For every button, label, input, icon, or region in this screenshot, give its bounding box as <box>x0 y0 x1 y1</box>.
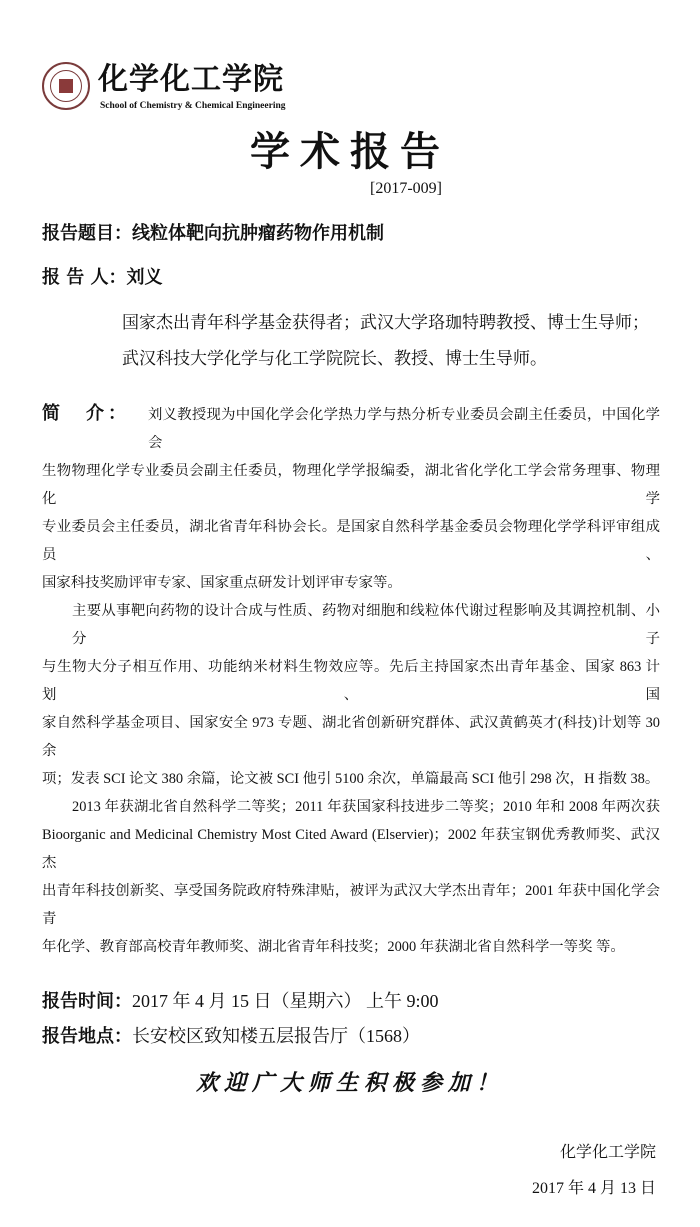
speaker-row <box>42 266 660 290</box>
intro-line: 国家科技奖励评审专家、国家重点研发计划评审专家等。 <box>42 575 402 591</box>
speaker-bio-line: 武汉科技大学化学与化工学院院长、教授、博士生导师。 <box>122 349 547 368</box>
intro-first-row <box>42 400 660 457</box>
signoff-org: 化学化工学院 <box>559 1144 656 1161</box>
intro-line: 项；发表 SCI 论文 380 余篇，论文被 SCI 他引 5100 余次，单篇最高 SCI 他引 298 次，H 指数 38。 <box>42 771 660 787</box>
place-label: 报告地点： <box>42 1026 132 1047</box>
school-logo <box>42 62 286 112</box>
intro-line: 与生物大分子相互作用、功能纳米材料生物效应等。先后主持国家杰出青年基金、国家 863 计划、国 <box>42 659 660 703</box>
intro-label: 简 介： <box>42 403 130 424</box>
intro-line: Bioorganic and Medicinal Chemistry Most Cited Award (Elservier)；2002 年获宝钢优秀教师奖、武汉杰 <box>42 827 660 871</box>
intro-line: 2013 年获湖北省自然科学二等奖；2011 年获国家科技进步二等奖；2010 年和 2008 年两次获 <box>72 799 660 815</box>
intro-section <box>42 400 660 961</box>
intro-line: 家自然科学基金项目、国家安全 973 专题、湖北省创新研究群体、武汉黄鹤英才(科技)计划等 30 余 <box>42 715 660 759</box>
speaker-bio-line: 国家杰出青年科学基金获得者；武汉大学珞珈特聘教授、博士生导师； <box>122 313 649 332</box>
place-value: 长安校区致知楼五层报告厅（1568） <box>132 1026 420 1046</box>
school-seal-icon <box>42 62 90 110</box>
logo-chinese-name: 化学化工学院 <box>98 62 284 97</box>
page-title: 学术报告 <box>250 129 450 175</box>
logo-english-name: School of Chemistry & Chemical Engineering <box>100 101 286 111</box>
time-row <box>42 984 660 1019</box>
welcome-message: 欢迎广大师生积极参加！ <box>195 1070 504 1096</box>
signoff-date: 2017 年 4 月 13 日 <box>531 1180 656 1197</box>
topic-label: 报告题目： <box>42 223 132 244</box>
topic-value: 线粒体靶向抗肿瘤药物作用机制 <box>132 223 384 244</box>
intro-line: 专业委员会主任委员，湖北省青年科协会长。是国家自然科学基金委员会物理化学学科评审组成员、 <box>42 519 660 563</box>
time-value: 2017 年 4 月 15 日（星期六） 上午 9:00 <box>132 991 439 1011</box>
intro-line: 生物物理化学专业委员会副主任委员，物理化学学报编委，湖北省化学化工学会常务理事、物理化学 <box>42 463 660 507</box>
intro-line: 年化学、教育部高校青年教师奖、湖北省青年科技奖；2000 年获湖北省自然科学一等奖 等。 <box>42 939 625 955</box>
topic-row <box>42 222 660 246</box>
intro-line: 主要从事靶向药物的设计合成与性质、药物对细胞和线粒体代谢过程影响及其调控机制、小分子 <box>72 603 660 647</box>
report-code: [2017-009] <box>370 180 442 197</box>
place-row <box>42 1019 660 1054</box>
speaker-label: 报 告 人： <box>42 267 127 288</box>
intro-line: 刘义教授现为中国化学会化学热力学与热分析专业委员会副主任委员，中国化学会 <box>148 407 660 451</box>
intro-line: 出青年科技创新奖、享受国务院政府特殊津贴，被评为武汉大学杰出青年；2001 年获中国化学会青 <box>42 883 660 927</box>
speaker-value: 刘义 <box>126 267 163 288</box>
notice-page <box>0 62 700 1227</box>
time-label: 报告时间： <box>42 991 132 1012</box>
